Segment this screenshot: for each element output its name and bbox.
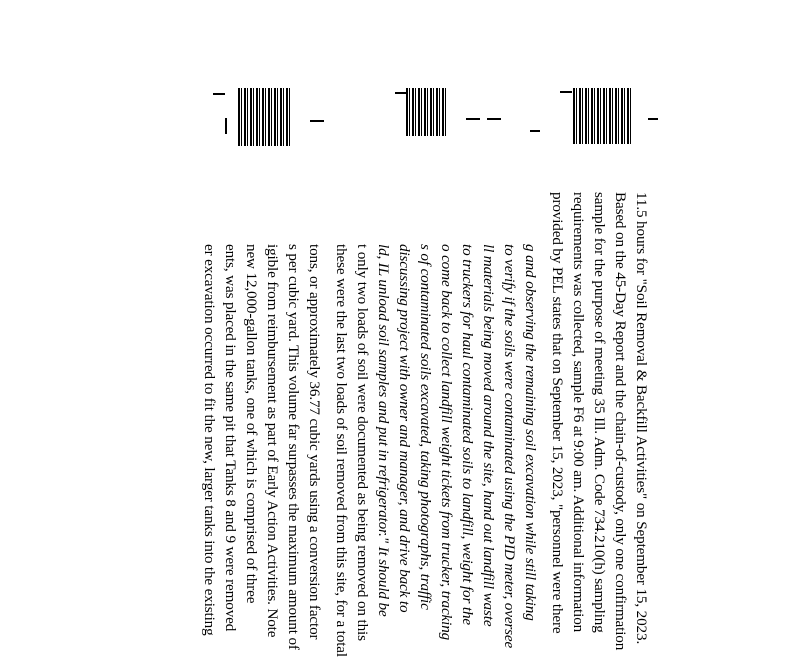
scan-mark [310,120,324,122]
scan-mark [648,118,658,120]
text-line: requirements was collected, sample F6 at 9:00 am. Additional information [570,192,587,633]
text-line: er excavation occurred to fit the new, larger tanks into the existing [201,244,218,636]
scan-mark [487,118,501,120]
text-line: 11.5 hours for "Soil Removal & Backfill Activities" on September 15, 2023. [633,192,650,645]
text-line: these were the last two loads of soil removed from this site, for a total [333,244,350,657]
text-line: o come back to collect landfill weight tickets from trucker, tracking [438,244,455,641]
scan-header-block [238,88,292,146]
text-line: s of contaminated soils excavated, taking photographs, traffic [417,244,434,610]
scan-header-block [573,88,631,144]
text-line: s per cubic yard. This volume far surpasses the maximum amount of [285,244,302,650]
text-line: provided by PEL states that on September 15, 2023, "personnel were there [549,192,566,634]
text-line: ll materials being moved around the site, hand out landfill waste [480,244,497,627]
text-line: to truckers for haul contaminated soils to landfill, weight for the [459,244,476,626]
scan-mark [225,118,227,134]
text-line: to verify if the soils were contaminated using the PID meter, oversee [501,244,518,649]
scan-header-block [406,88,448,136]
text-line: discussing project with owner and manager, and drive back to [396,244,413,613]
text-line: tons, or approximately 36.77 cubic yards using a conversion factor [306,244,323,640]
text-line: ld, IL unload soil samples and put in refrigerator." It should be [375,244,392,617]
scan-mark [213,93,225,95]
text-line: g and observing the remaining soil excavation while still taking [522,244,539,621]
scan-mark [560,91,572,93]
text-line: igible from reimbursement as part of Early Action Activities. Note [264,244,281,638]
text-line: t only two loads of soil were documented as being removed on this [354,244,371,641]
text-line: new 12,000-gallon tanks, one of which is comprised of three [243,244,260,604]
text-line: Based on the 45-Day Report and the chain-of-custody, only one confirmation [612,192,629,651]
scan-mark [466,118,480,120]
text-line: sample for the purpose of meeting 35 Ill. Adm. Code 734.210(h) sampling [591,192,608,633]
scan-mark [530,130,540,132]
text-line: ents, was placed in the same pit that Tanks 8 and 9 were removed [222,244,239,632]
